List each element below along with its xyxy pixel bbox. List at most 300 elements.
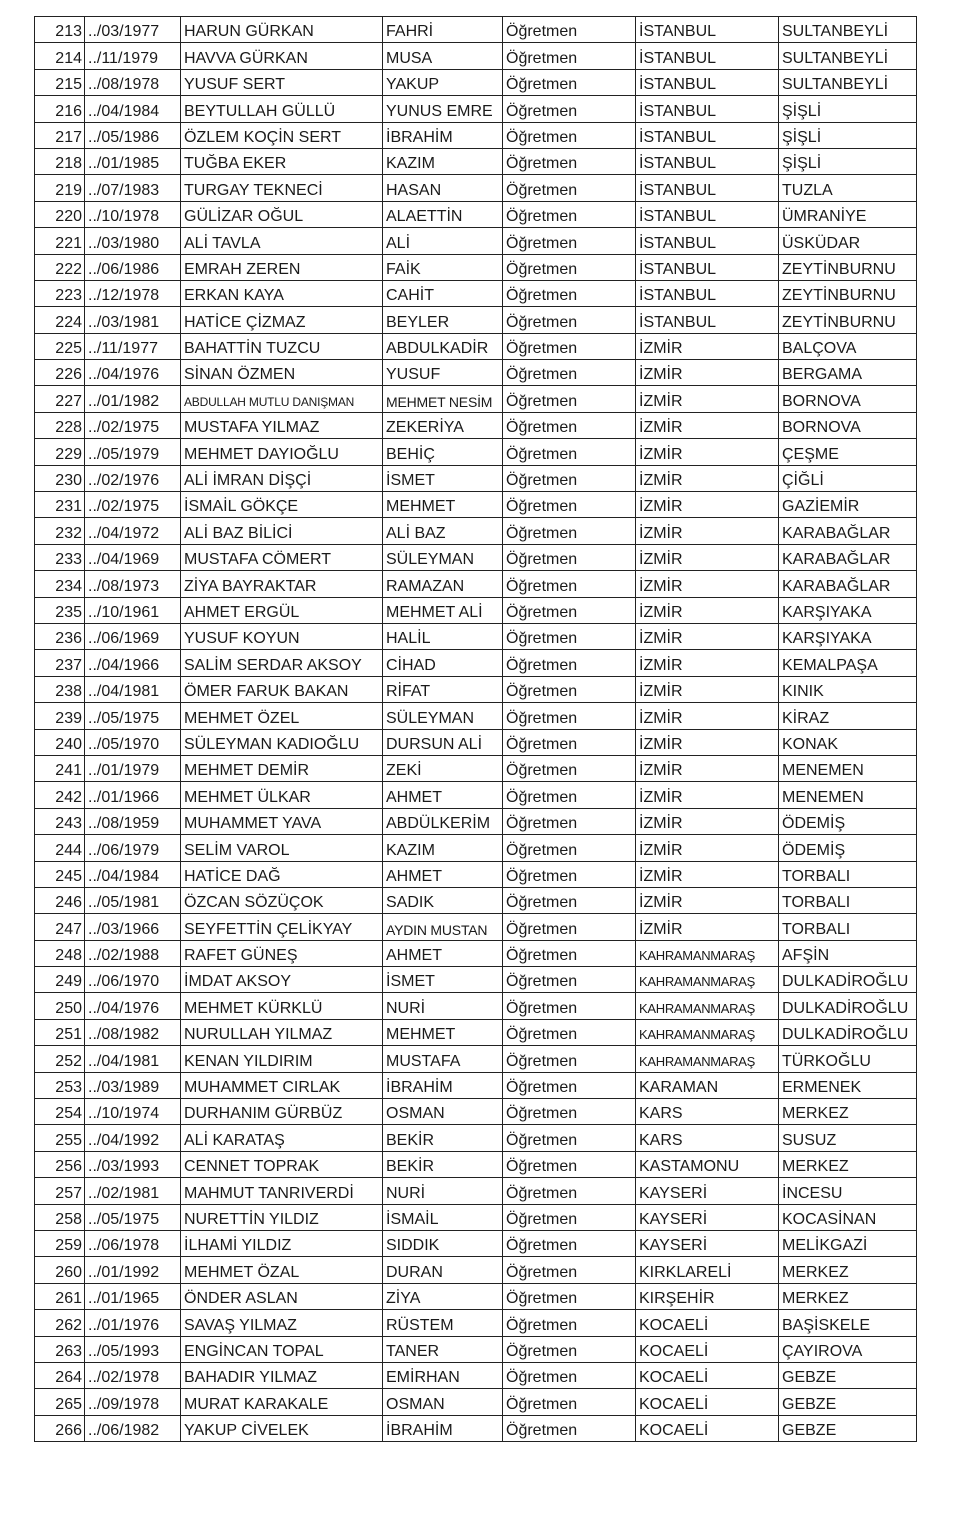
father-name-cell: İBRAHİM	[383, 1415, 503, 1441]
province-cell: İZMİR	[636, 333, 779, 359]
birth-date-cell: ../05/1970	[85, 729, 181, 755]
table-row	[35, 43, 917, 69]
full-name-cell: ÖNDER ASLAN	[181, 1283, 383, 1309]
table-row	[35, 676, 917, 702]
row-number-cell: 250	[35, 993, 85, 1019]
full-name-cell: İLHAMİ YILDIZ	[181, 1230, 383, 1256]
occupation-cell: Öğretmen	[503, 360, 636, 386]
table-row	[35, 861, 917, 887]
occupation-cell: Öğretmen	[503, 1125, 636, 1151]
district-cell: DULKADİROĞLU	[779, 967, 917, 993]
occupation-cell: Öğretmen	[503, 1283, 636, 1309]
district-cell: BORNOVA	[779, 412, 917, 438]
district-cell: ŞİŞLİ	[779, 122, 917, 148]
father-name-cell: ZEKİ	[383, 755, 503, 781]
table-row	[35, 439, 917, 465]
row-number-cell: 228	[35, 412, 85, 438]
birth-date-cell: ../11/1979	[85, 43, 181, 69]
full-name-cell: TURGAY TEKNECİ	[181, 175, 383, 201]
full-name-cell: BAHADIR YILMAZ	[181, 1362, 383, 1388]
birth-date-cell: ../04/1969	[85, 544, 181, 570]
row-number-cell: 257	[35, 1178, 85, 1204]
birth-date-cell: ../07/1983	[85, 175, 181, 201]
table-row	[35, 360, 917, 386]
province-cell: İZMİR	[636, 835, 779, 861]
district-cell: MERKEZ	[779, 1099, 917, 1125]
full-name-cell: ÖZCAN SÖZÜÇOK	[181, 887, 383, 913]
row-number-cell: 245	[35, 861, 85, 887]
full-name-cell: MUHAMMET YAVA	[181, 808, 383, 834]
province-cell: KASTAMONU	[636, 1151, 779, 1177]
row-number-cell: 254	[35, 1099, 85, 1125]
district-cell: KARŞIYAKA	[779, 623, 917, 649]
table-row	[35, 518, 917, 544]
province-cell: KIRKLARELİ	[636, 1257, 779, 1283]
province-cell: İSTANBUL	[636, 254, 779, 280]
row-number-cell: 264	[35, 1362, 85, 1388]
occupation-cell: Öğretmen	[503, 1204, 636, 1230]
father-name-cell: NURİ	[383, 1178, 503, 1204]
occupation-cell: Öğretmen	[503, 465, 636, 491]
district-cell: KARABAĞLAR	[779, 544, 917, 570]
occupation-cell: Öğretmen	[503, 69, 636, 95]
row-number-cell: 261	[35, 1283, 85, 1309]
district-cell: KARABAĞLAR	[779, 571, 917, 597]
province-cell: KOCAELİ	[636, 1310, 779, 1336]
full-name-cell: SAVAŞ YILMAZ	[181, 1310, 383, 1336]
father-name-cell: BEHİÇ	[383, 439, 503, 465]
full-name-cell: SELİM VAROL	[181, 835, 383, 861]
province-cell: KAHRAMANMARAŞ	[636, 1046, 779, 1072]
row-number-cell: 248	[35, 940, 85, 966]
row-number-cell: 251	[35, 1019, 85, 1045]
father-name-cell: YUNUS EMRE	[383, 96, 503, 122]
father-name-cell: EMİRHAN	[383, 1362, 503, 1388]
occupation-cell: Öğretmen	[503, 518, 636, 544]
occupation-cell: Öğretmen	[503, 439, 636, 465]
birth-date-cell: ../04/1984	[85, 861, 181, 887]
district-cell: BERGAMA	[779, 360, 917, 386]
occupation-cell: Öğretmen	[503, 835, 636, 861]
row-number-cell: 259	[35, 1230, 85, 1256]
table-row	[35, 280, 917, 306]
occupation-cell: Öğretmen	[503, 1046, 636, 1072]
father-name-cell: MUSTAFA	[383, 1046, 503, 1072]
table-row	[35, 1230, 917, 1256]
full-name-cell: NURETTİN YILDIZ	[181, 1204, 383, 1230]
full-name-cell: HAVVA GÜRKAN	[181, 43, 383, 69]
province-cell: İZMİR	[636, 887, 779, 913]
father-name-cell: İBRAHİM	[383, 122, 503, 148]
row-number-cell: 256	[35, 1151, 85, 1177]
table-row	[35, 544, 917, 570]
province-cell: İZMİR	[636, 386, 779, 412]
district-cell: DULKADİROĞLU	[779, 993, 917, 1019]
occupation-cell: Öğretmen	[503, 175, 636, 201]
district-cell: BAŞİSKELE	[779, 1310, 917, 1336]
province-cell: İZMİR	[636, 544, 779, 570]
full-name-cell: SALİM SERDAR AKSOY	[181, 650, 383, 676]
birth-date-cell: ../06/1978	[85, 1230, 181, 1256]
full-name-cell: MEHMET DEMİR	[181, 755, 383, 781]
occupation-cell: Öğretmen	[503, 703, 636, 729]
province-cell: KAHRAMANMARAŞ	[636, 967, 779, 993]
full-name-cell: AHMET ERGÜL	[181, 597, 383, 623]
occupation-cell: Öğretmen	[503, 1099, 636, 1125]
row-number-cell: 260	[35, 1257, 85, 1283]
occupation-cell: Öğretmen	[503, 412, 636, 438]
province-cell: İSTANBUL	[636, 307, 779, 333]
table-row	[35, 940, 917, 966]
table-row	[35, 1019, 917, 1045]
district-cell: TÜRKOĞLU	[779, 1046, 917, 1072]
table-row	[35, 914, 917, 940]
row-number-cell: 227	[35, 386, 85, 412]
district-cell: SUSUZ	[779, 1125, 917, 1151]
occupation-cell: Öğretmen	[503, 887, 636, 913]
full-name-cell: ERKAN KAYA	[181, 280, 383, 306]
father-name-cell: AYDIN MUSTAN	[383, 914, 503, 940]
district-cell: ÜSKÜDAR	[779, 228, 917, 254]
birth-date-cell: ../01/1992	[85, 1257, 181, 1283]
district-cell: GEBZE	[779, 1415, 917, 1441]
district-cell: ÜMRANİYE	[779, 201, 917, 227]
province-cell: KAYSERİ	[636, 1178, 779, 1204]
full-name-cell: MEHMET DAYIOĞLU	[181, 439, 383, 465]
birth-date-cell: ../06/1979	[85, 835, 181, 861]
birth-date-cell: ../04/1966	[85, 650, 181, 676]
district-cell: MELİKGAZİ	[779, 1230, 917, 1256]
district-cell: TUZLA	[779, 175, 917, 201]
occupation-cell: Öğretmen	[503, 782, 636, 808]
birth-date-cell: ../02/1988	[85, 940, 181, 966]
occupation-cell: Öğretmen	[503, 597, 636, 623]
district-cell: KARŞIYAKA	[779, 597, 917, 623]
province-cell: İZMİR	[636, 360, 779, 386]
table-row	[35, 1283, 917, 1309]
birth-date-cell: ../03/1966	[85, 914, 181, 940]
occupation-cell: Öğretmen	[503, 571, 636, 597]
occupation-cell: Öğretmen	[503, 148, 636, 174]
birth-date-cell: ../06/1970	[85, 967, 181, 993]
birth-date-cell: ../03/1977	[85, 17, 181, 43]
district-cell: TORBALI	[779, 887, 917, 913]
occupation-cell: Öğretmen	[503, 623, 636, 649]
occupation-cell: Öğretmen	[503, 729, 636, 755]
row-number-cell: 239	[35, 703, 85, 729]
table-row	[35, 333, 917, 359]
occupation-cell: Öğretmen	[503, 1257, 636, 1283]
province-cell: KOCAELİ	[636, 1336, 779, 1362]
district-cell: GAZİEMİR	[779, 492, 917, 518]
birth-date-cell: ../08/1978	[85, 69, 181, 95]
occupation-cell: Öğretmen	[503, 1072, 636, 1098]
father-name-cell: RİFAT	[383, 676, 503, 702]
father-name-cell: İSMET	[383, 465, 503, 491]
table-row	[35, 307, 917, 333]
father-name-cell: FAHRİ	[383, 17, 503, 43]
full-name-cell: MUSTAFA YILMAZ	[181, 412, 383, 438]
birth-date-cell: ../04/1981	[85, 1046, 181, 1072]
table-row	[35, 993, 917, 1019]
table-row	[35, 1362, 917, 1388]
province-cell: İZMİR	[636, 623, 779, 649]
district-cell: AFŞİN	[779, 940, 917, 966]
occupation-cell: Öğretmen	[503, 861, 636, 887]
birth-date-cell: ../08/1959	[85, 808, 181, 834]
birth-date-cell: ../04/1984	[85, 96, 181, 122]
full-name-cell: KENAN YILDIRIM	[181, 1046, 383, 1072]
full-name-cell: ALİ KARATAŞ	[181, 1125, 383, 1151]
full-name-cell: BEYTULLAH GÜLLÜ	[181, 96, 383, 122]
province-cell: KOCAELİ	[636, 1389, 779, 1415]
row-number-cell: 238	[35, 676, 85, 702]
district-cell: ZEYTİNBURNU	[779, 307, 917, 333]
table-row	[35, 1125, 917, 1151]
row-number-cell: 234	[35, 571, 85, 597]
table-row	[35, 148, 917, 174]
district-cell: ŞİŞLİ	[779, 148, 917, 174]
full-name-cell: ÖZLEM KOÇİN SERT	[181, 122, 383, 148]
father-name-cell: TANER	[383, 1336, 503, 1362]
father-name-cell: KAZIM	[383, 148, 503, 174]
province-cell: KARAMAN	[636, 1072, 779, 1098]
document-page	[34, 16, 916, 1442]
district-cell: SULTANBEYLİ	[779, 69, 917, 95]
birth-date-cell: ../04/1976	[85, 993, 181, 1019]
table-row	[35, 1310, 917, 1336]
birth-date-cell: ../04/1972	[85, 518, 181, 544]
full-name-cell: MEHMET KÜRKLÜ	[181, 993, 383, 1019]
occupation-cell: Öğretmen	[503, 1362, 636, 1388]
province-cell: İZMİR	[636, 703, 779, 729]
birth-date-cell: ../05/1975	[85, 703, 181, 729]
table-row	[35, 650, 917, 676]
district-cell: MERKEZ	[779, 1151, 917, 1177]
district-cell: KINIK	[779, 676, 917, 702]
occupation-cell: Öğretmen	[503, 228, 636, 254]
father-name-cell: SIDDIK	[383, 1230, 503, 1256]
province-cell: İZMİR	[636, 729, 779, 755]
row-number-cell: 224	[35, 307, 85, 333]
district-cell: DULKADİROĞLU	[779, 1019, 917, 1045]
father-name-cell: NURİ	[383, 993, 503, 1019]
full-name-cell: HARUN GÜRKAN	[181, 17, 383, 43]
table-row	[35, 782, 917, 808]
table-row	[35, 597, 917, 623]
birth-date-cell: ../08/1973	[85, 571, 181, 597]
row-number-cell: 214	[35, 43, 85, 69]
row-number-cell: 258	[35, 1204, 85, 1230]
birth-date-cell: ../06/1982	[85, 1415, 181, 1441]
occupation-cell: Öğretmen	[503, 755, 636, 781]
birth-date-cell: ../05/1986	[85, 122, 181, 148]
occupation-cell: Öğretmen	[503, 650, 636, 676]
full-name-cell: ABDULLAH MUTLU DANIŞMAN	[181, 386, 383, 412]
father-name-cell: ZEKERİYA	[383, 412, 503, 438]
table-row	[35, 69, 917, 95]
row-number-cell: 242	[35, 782, 85, 808]
occupation-cell: Öğretmen	[503, 333, 636, 359]
occupation-cell: Öğretmen	[503, 1389, 636, 1415]
table-row	[35, 967, 917, 993]
table-row	[35, 412, 917, 438]
birth-date-cell: ../06/1969	[85, 623, 181, 649]
full-name-cell: SEYFETTİN ÇELİKYAY	[181, 914, 383, 940]
birth-date-cell: ../11/1977	[85, 333, 181, 359]
full-name-cell: YAKUP CİVELEK	[181, 1415, 383, 1441]
father-name-cell: BEYLER	[383, 307, 503, 333]
father-name-cell: OSMAN	[383, 1389, 503, 1415]
row-number-cell: 237	[35, 650, 85, 676]
district-cell: BORNOVA	[779, 386, 917, 412]
birth-date-cell: ../05/1981	[85, 887, 181, 913]
district-cell: BALÇOVA	[779, 333, 917, 359]
row-number-cell: 215	[35, 69, 85, 95]
full-name-cell: TUĞBA EKER	[181, 148, 383, 174]
full-name-cell: HATİCE DAĞ	[181, 861, 383, 887]
occupation-cell: Öğretmen	[503, 492, 636, 518]
birth-date-cell: ../02/1976	[85, 465, 181, 491]
row-number-cell: 266	[35, 1415, 85, 1441]
table-row	[35, 835, 917, 861]
province-cell: İZMİR	[636, 755, 779, 781]
row-number-cell: 217	[35, 122, 85, 148]
father-name-cell: AHMET	[383, 782, 503, 808]
father-name-cell: MEHMET	[383, 492, 503, 518]
district-cell: MERKEZ	[779, 1283, 917, 1309]
row-number-cell: 225	[35, 333, 85, 359]
father-name-cell: ALİ BAZ	[383, 518, 503, 544]
full-name-cell: ÖMER FARUK BAKAN	[181, 676, 383, 702]
table-row	[35, 201, 917, 227]
birth-date-cell: ../05/1975	[85, 1204, 181, 1230]
occupation-cell: Öğretmen	[503, 676, 636, 702]
occupation-cell: Öğretmen	[503, 1336, 636, 1362]
birth-date-cell: ../01/1965	[85, 1283, 181, 1309]
occupation-cell: Öğretmen	[503, 993, 636, 1019]
father-name-cell: YAKUP	[383, 69, 503, 95]
birth-date-cell: ../04/1976	[85, 360, 181, 386]
table-row	[35, 1389, 917, 1415]
province-cell: KAHRAMANMARAŞ	[636, 993, 779, 1019]
full-name-cell: YUSUF KOYUN	[181, 623, 383, 649]
row-number-cell: 229	[35, 439, 85, 465]
province-cell: KOCAELİ	[636, 1415, 779, 1441]
table-row	[35, 1257, 917, 1283]
full-name-cell: İSMAİL GÖKÇE	[181, 492, 383, 518]
province-cell: İZMİR	[636, 571, 779, 597]
occupation-cell: Öğretmen	[503, 122, 636, 148]
full-name-cell: RAFET GÜNEŞ	[181, 940, 383, 966]
row-number-cell: 235	[35, 597, 85, 623]
occupation-cell: Öğretmen	[503, 386, 636, 412]
province-cell: İZMİR	[636, 782, 779, 808]
table-row	[35, 1336, 917, 1362]
father-name-cell: DURSUN ALİ	[383, 729, 503, 755]
district-cell: ZEYTİNBURNU	[779, 254, 917, 280]
row-number-cell: 218	[35, 148, 85, 174]
district-cell: MENEMEN	[779, 755, 917, 781]
row-number-cell: 263	[35, 1336, 85, 1362]
father-name-cell: BEKİR	[383, 1125, 503, 1151]
occupation-cell: Öğretmen	[503, 201, 636, 227]
row-number-cell: 243	[35, 808, 85, 834]
father-name-cell: HALİL	[383, 623, 503, 649]
table-row	[35, 1046, 917, 1072]
row-number-cell: 213	[35, 17, 85, 43]
table-row	[35, 175, 917, 201]
full-name-cell: SİNAN ÖZMEN	[181, 360, 383, 386]
province-cell: KAYSERİ	[636, 1230, 779, 1256]
table-row	[35, 623, 917, 649]
province-cell: İZMİR	[636, 676, 779, 702]
district-cell: KOCASİNAN	[779, 1204, 917, 1230]
table-row	[35, 1151, 917, 1177]
father-name-cell: MEHMET ALİ	[383, 597, 503, 623]
province-cell: İZMİR	[636, 465, 779, 491]
father-name-cell: DURAN	[383, 1257, 503, 1283]
birth-date-cell: ../01/1985	[85, 148, 181, 174]
full-name-cell: ALİ BAZ BİLİCİ	[181, 518, 383, 544]
district-cell: KONAK	[779, 729, 917, 755]
district-cell: İNCESU	[779, 1178, 917, 1204]
occupation-cell: Öğretmen	[503, 17, 636, 43]
row-number-cell: 255	[35, 1125, 85, 1151]
province-cell: KIRŞEHİR	[636, 1283, 779, 1309]
father-name-cell: CAHİT	[383, 280, 503, 306]
province-cell: İZMİR	[636, 808, 779, 834]
father-name-cell: MEHMET	[383, 1019, 503, 1045]
district-cell: GEBZE	[779, 1389, 917, 1415]
row-number-cell: 220	[35, 201, 85, 227]
full-name-cell: EMRAH ZEREN	[181, 254, 383, 280]
province-cell: İSTANBUL	[636, 201, 779, 227]
father-name-cell: ABDULKADİR	[383, 333, 503, 359]
row-number-cell: 230	[35, 465, 85, 491]
birth-date-cell: ../03/1993	[85, 1151, 181, 1177]
table-row	[35, 492, 917, 518]
occupation-cell: Öğretmen	[503, 1310, 636, 1336]
father-name-cell: HASAN	[383, 175, 503, 201]
full-name-cell: DURHANIM GÜRBÜZ	[181, 1099, 383, 1125]
table-row	[35, 808, 917, 834]
district-cell: ÇEŞME	[779, 439, 917, 465]
district-cell: ERMENEK	[779, 1072, 917, 1098]
province-cell: İSTANBUL	[636, 228, 779, 254]
table-row	[35, 465, 917, 491]
table-row	[35, 703, 917, 729]
occupation-cell: Öğretmen	[503, 280, 636, 306]
father-name-cell: AHMET	[383, 940, 503, 966]
row-number-cell: 247	[35, 914, 85, 940]
province-cell: İSTANBUL	[636, 148, 779, 174]
table-row	[35, 254, 917, 280]
table-row	[35, 1178, 917, 1204]
province-cell: İSTANBUL	[636, 69, 779, 95]
row-number-cell: 253	[35, 1072, 85, 1098]
father-name-cell: BEKİR	[383, 1151, 503, 1177]
province-cell: İSTANBUL	[636, 280, 779, 306]
province-cell: İSTANBUL	[636, 175, 779, 201]
full-name-cell: ALİ İMRAN DİŞÇİ	[181, 465, 383, 491]
full-name-cell: İMDAT AKSOY	[181, 967, 383, 993]
table-row	[35, 96, 917, 122]
full-name-cell: MUSTAFA CÖMERT	[181, 544, 383, 570]
birth-date-cell: ../01/1966	[85, 782, 181, 808]
birth-date-cell: ../06/1986	[85, 254, 181, 280]
birth-date-cell: ../05/1993	[85, 1336, 181, 1362]
